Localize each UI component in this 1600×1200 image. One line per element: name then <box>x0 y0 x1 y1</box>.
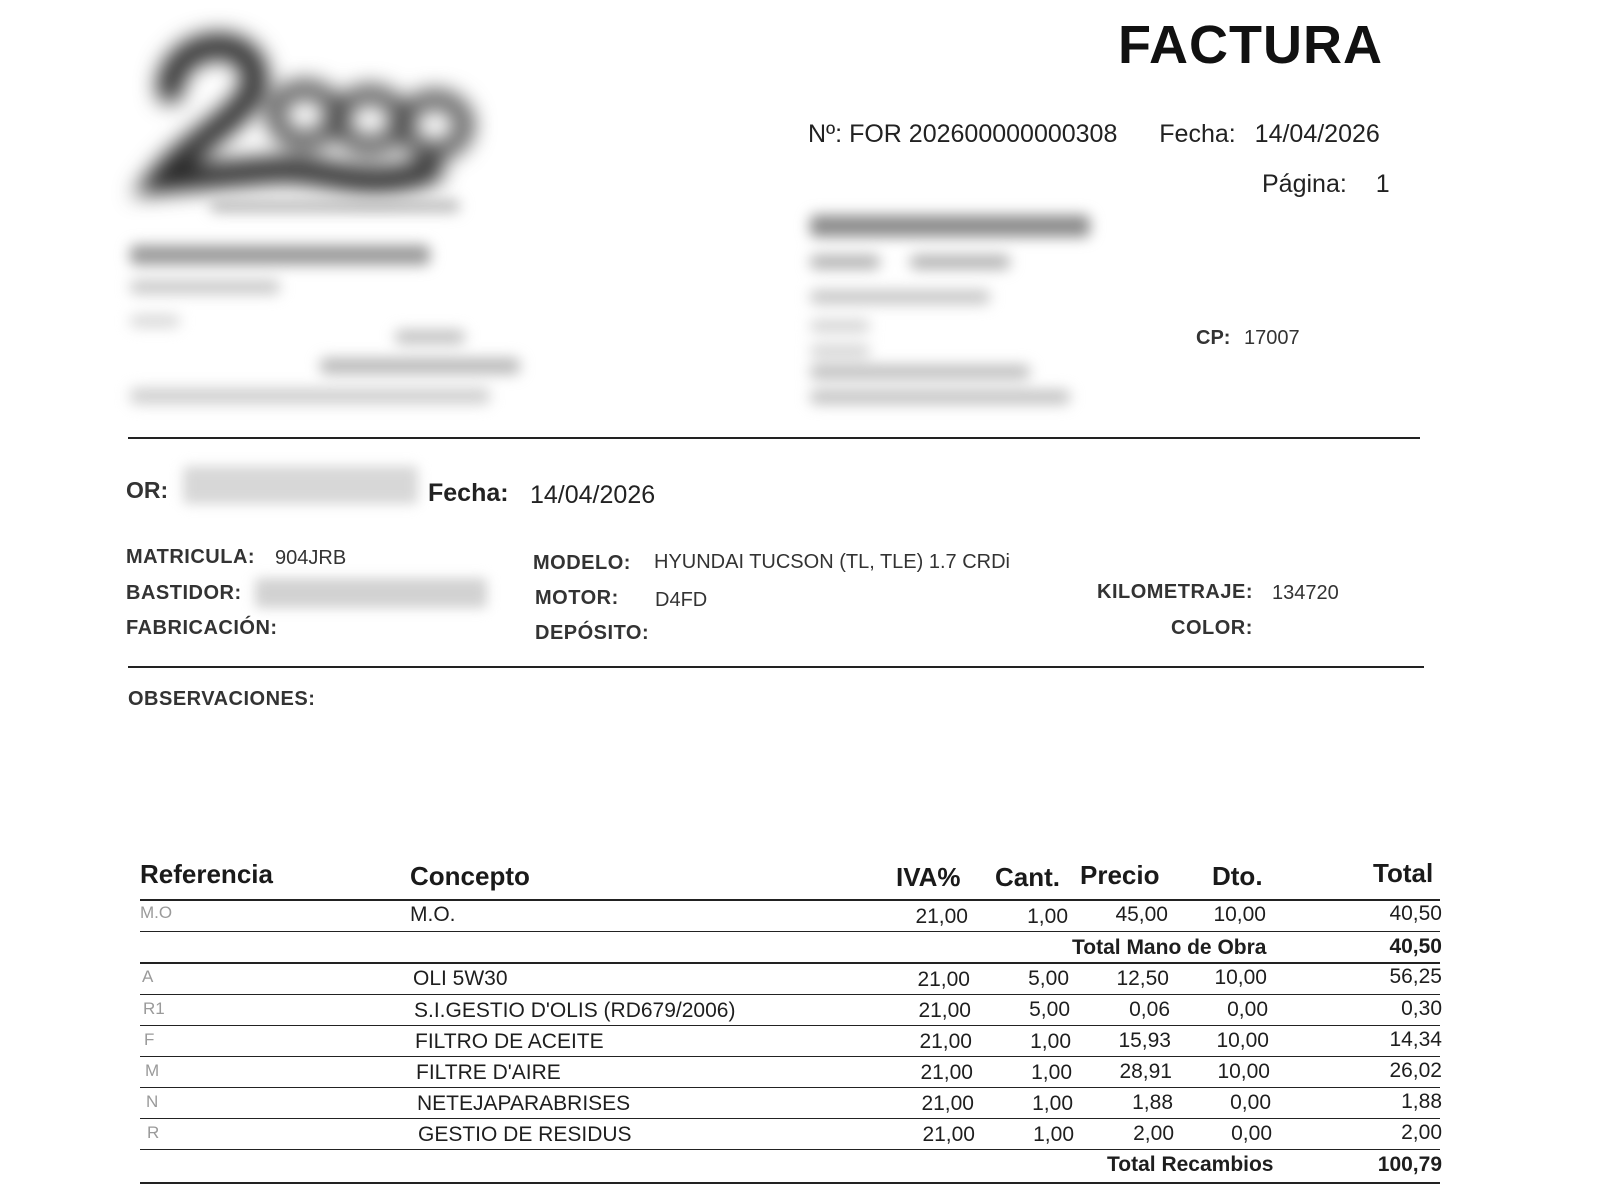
company-address-redacted <box>125 190 565 420</box>
row-total: 26,02 <box>1389 1059 1442 1082</box>
col-referencia: Referencia <box>140 859 273 889</box>
row-rule <box>140 994 1440 995</box>
postal-code-value: 17007 <box>1244 327 1300 349</box>
row-ref: M.O <box>140 903 173 922</box>
page-label: Página: <box>1262 170 1347 198</box>
row-cant: 1,00 <box>1027 905 1068 928</box>
row-precio: 15,93 <box>1118 1029 1171 1052</box>
row-iva: 21,00 <box>919 1030 972 1053</box>
deposito-label: DEPÓSITO: <box>535 622 650 644</box>
row-concepto: M.O. <box>410 903 456 926</box>
row-precio: 45,00 <box>1115 903 1168 926</box>
modelo-value: HYUNDAI TUCSON (TL, TLE) 1.7 CRDi <box>654 551 1010 573</box>
row-rule <box>140 1149 1440 1150</box>
divider <box>128 437 1420 439</box>
row-ref: A <box>142 967 154 986</box>
row-cant: 1,00 <box>1033 1123 1074 1146</box>
document-title: FACTURA <box>1118 15 1383 75</box>
row-precio: 0,06 <box>1129 998 1170 1021</box>
row-rule <box>140 1118 1440 1119</box>
col-dto: Dto. <box>1212 861 1263 891</box>
row-precio: 1,88 <box>1132 1091 1173 1114</box>
row-dto: 10,00 <box>1213 903 1266 926</box>
row-precio: 12,50 <box>1116 967 1169 990</box>
modelo-label: MODELO: <box>533 552 631 574</box>
row-ref: F <box>144 1030 155 1049</box>
row-iva: 21,00 <box>918 999 971 1022</box>
row-concepto: NETEJAPARABRISES <box>417 1092 631 1115</box>
row-cant: 1,00 <box>1032 1092 1073 1115</box>
invoice-date: 14/04/2026 <box>1254 120 1380 148</box>
page-number: 1 <box>1375 170 1390 198</box>
or-date-label: Fecha: <box>428 479 509 507</box>
fabricacion-label: FABRICACIÓN: <box>126 617 278 639</box>
invoice-number-line <box>808 120 1380 149</box>
row-cant: 1,00 <box>1031 1061 1072 1084</box>
or-date: 14/04/2026 <box>530 481 656 509</box>
row-total: 40,50 <box>1389 902 1442 925</box>
postal-code <box>1196 327 1300 350</box>
row-ref: M <box>145 1061 160 1080</box>
row-total: 2,00 <box>1401 1121 1442 1144</box>
col-total: Total <box>1373 858 1434 888</box>
labor-total-value: 40,50 <box>1389 935 1442 958</box>
or-number-redacted <box>183 466 418 504</box>
page-indicator <box>1262 170 1390 199</box>
kilometraje-value: 134720 <box>1272 582 1339 604</box>
labor-total-label: Total Mano de Obra <box>1072 936 1267 959</box>
row-iva: 21,00 <box>920 1061 973 1084</box>
row-total: 56,25 <box>1389 965 1442 988</box>
row-iva: 21,00 <box>917 968 970 991</box>
invoice-date-label: Fecha: <box>1159 120 1236 148</box>
row-concepto: FILTRO DE ACEITE <box>415 1030 604 1053</box>
row-concepto: FILTRE D'AIRE <box>416 1061 561 1084</box>
row-cant: 5,00 <box>1029 998 1070 1021</box>
row-total: 14,34 <box>1389 1028 1442 1051</box>
row-rule <box>140 1025 1440 1026</box>
row-dto: 0,00 <box>1231 1122 1272 1145</box>
col-concepto: Concepto <box>410 861 530 891</box>
row-precio: 28,91 <box>1119 1060 1172 1083</box>
divider <box>128 666 1424 668</box>
row-cant: 5,00 <box>1028 967 1069 990</box>
row-dto: 10,00 <box>1217 1060 1270 1083</box>
row-dto: 0,00 <box>1227 998 1268 1021</box>
row-concepto: S.I.GESTIO D'OLIS (RD679/2006) <box>414 999 736 1022</box>
row-concepto: OLI 5W30 <box>413 967 508 990</box>
table-header-rule <box>140 899 1440 901</box>
row-dto: 10,00 <box>1214 966 1267 989</box>
row-dto: 10,00 <box>1216 1029 1269 1052</box>
row-rule <box>140 1056 1440 1057</box>
row-total: 1,88 <box>1401 1090 1442 1113</box>
row-iva: 21,00 <box>915 905 968 928</box>
row-rule <box>140 931 1440 932</box>
row-rule <box>140 962 1440 964</box>
col-cant: Cant. <box>995 862 1060 892</box>
motor-value: D4FD <box>655 589 708 611</box>
row-dto: 0,00 <box>1230 1091 1271 1114</box>
observaciones-label: OBSERVACIONES: <box>128 688 316 710</box>
table-bottom-rule <box>140 1182 1440 1184</box>
parts-total-value: 100,79 <box>1377 1153 1442 1176</box>
row-iva: 21,00 <box>921 1092 974 1115</box>
row-ref: R1 <box>143 999 165 1018</box>
or-label: OR: <box>126 477 169 503</box>
kilometraje-label: KILOMETRAJE: <box>1097 581 1253 603</box>
invoice-number-label: Nº: <box>808 120 843 148</box>
row-rule <box>140 1087 1440 1088</box>
matricula-value: 904JRB <box>275 547 347 569</box>
motor-label: MOTOR: <box>535 587 619 609</box>
row-total: 0,30 <box>1401 997 1442 1020</box>
row-ref: R <box>147 1123 160 1142</box>
row-cant: 1,00 <box>1030 1030 1071 1053</box>
col-iva: IVA% <box>896 862 961 892</box>
matricula-label: MATRICULA: <box>126 546 256 568</box>
row-iva: 21,00 <box>922 1123 975 1146</box>
postal-code-label: CP: <box>1196 327 1231 349</box>
invoice-number: FOR 202600000000308 <box>849 120 1118 148</box>
bastidor-label: BASTIDOR: <box>126 582 242 604</box>
row-concepto: GESTIO DE RESIDUS <box>418 1123 632 1146</box>
company-logo <box>130 20 510 210</box>
parts-total-label: Total Recambios <box>1107 1153 1274 1176</box>
row-ref: N <box>146 1092 159 1111</box>
row-precio: 2,00 <box>1133 1122 1174 1145</box>
bastidor-redacted <box>255 578 487 608</box>
color-label: COLOR: <box>1171 617 1253 639</box>
col-precio: Precio <box>1080 860 1160 890</box>
client-address-redacted <box>800 205 1120 420</box>
